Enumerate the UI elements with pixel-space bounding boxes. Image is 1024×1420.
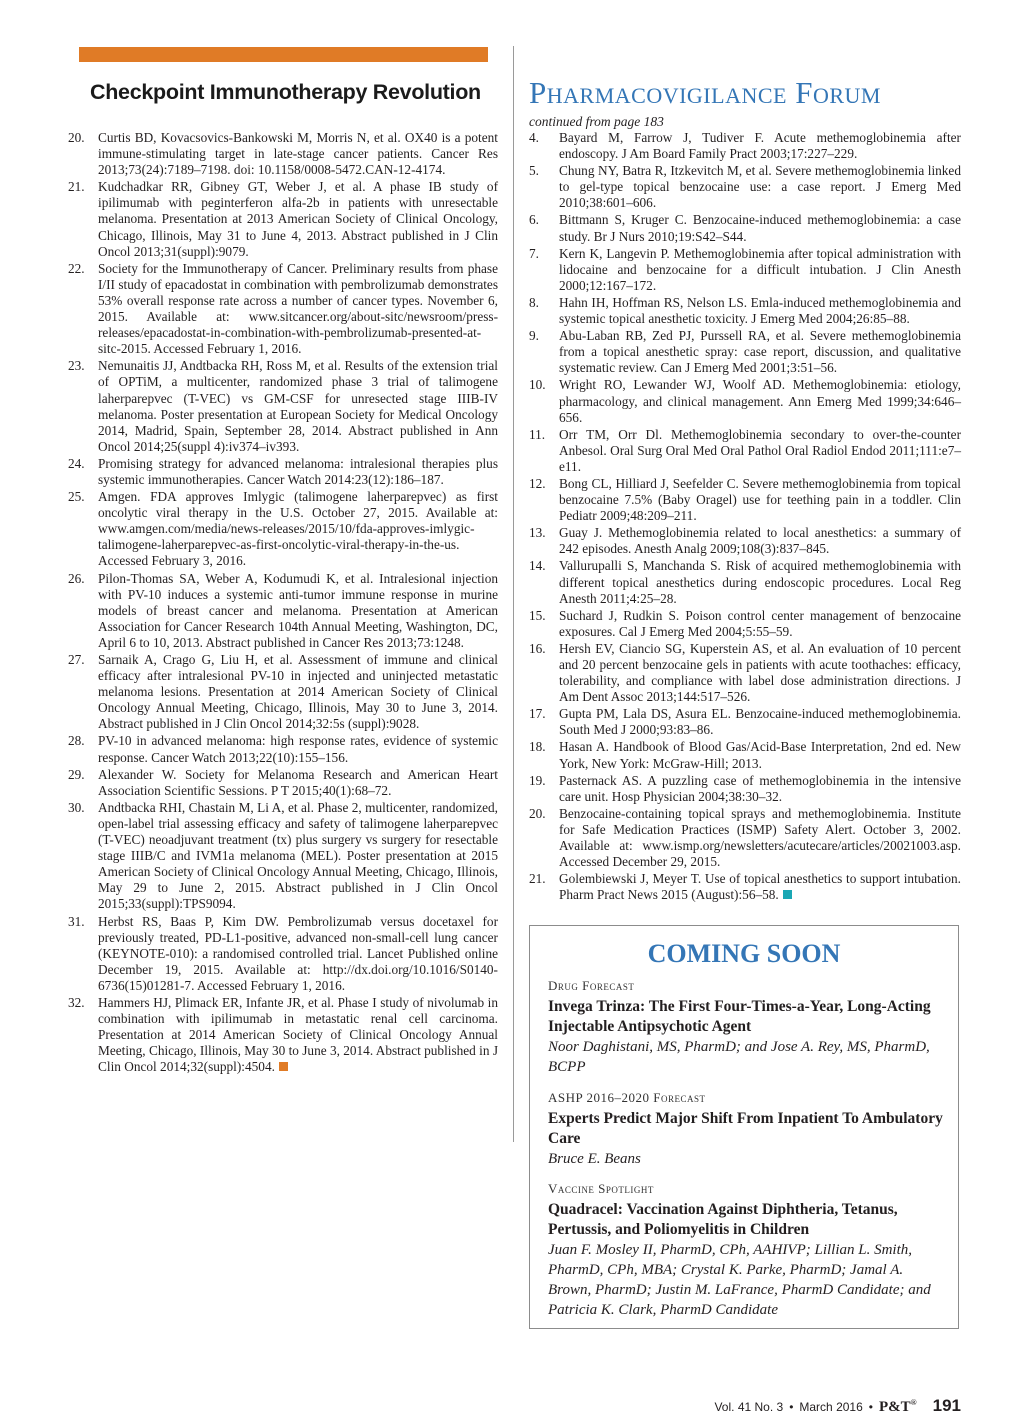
reference-item	[68, 767, 498, 799]
footer-date: March 2016	[799, 1400, 863, 1414]
section-authors: Noor Daghistani, MS, PharmD; and Jose A. Rey, MS, PharmD, BCPP	[548, 1039, 930, 1075]
reference-text: Wright RO, Lewander WJ, Woolf AD. Methemoglobinemia: etiology, pharmacology, and clinical management. Ann Emerg Med 1999;34:646–656.	[559, 377, 961, 425]
reference-text: Curtis BD, Kovacsovics-Bankowski M, Morris N, et al. OX40 is a potent immune-stimulating target in late-stage cancer patients. Cancer Res 2013;73(24):7189–7198. doi: 10.1158/0008-5472.CAN-12-4174.	[98, 130, 498, 178]
reference-number: 6.	[529, 212, 539, 228]
reference-item	[529, 130, 961, 162]
reference-text: Vallurupalli S, Manchanda S. Risk of acquired methemoglobinemia with different topical anesthetics during endoscopic procedures. Local Reg Anesth 2011;4:25–28.	[559, 558, 961, 606]
section-headline: Experts Predict Major Shift From Inpatient To Ambulatory Care	[548, 1110, 943, 1147]
coming-soon-item-vaccine-spotlight	[548, 1181, 948, 1320]
reference-item	[68, 179, 498, 259]
reference-text: Kern K, Langevin P. Methemoglobinemia after topical administration with lidocaine and benzocaine for a difficult intubation. J Clin Anesth 2000;12:167–172.	[559, 245, 961, 293]
reference-number: 31.	[68, 913, 85, 929]
reference-item	[68, 995, 498, 1075]
end-of-article-marker	[783, 890, 792, 899]
reference-item	[529, 295, 961, 327]
section-kind: ASHP 2016–2020 Forecast	[548, 1090, 706, 1105]
section-authors: Bruce E. Beans	[548, 1151, 641, 1167]
reference-item	[529, 246, 961, 294]
reference-item	[68, 456, 498, 488]
reference-text: PV-10 in advanced melanoma: high response rates, evidence of systemic response. Cancer Watch 2013;22(10):155–156.	[98, 733, 498, 765]
reference-number: 18.	[529, 739, 546, 755]
page-number: 191	[932, 1396, 961, 1415]
reference-item	[529, 739, 961, 771]
reference-number: 25.	[68, 489, 85, 505]
reference-number: 4.	[529, 130, 539, 145]
reference-text: Pasternack AS. A puzzling case of methemoglobinemia in the intensive care unit. Hosp Physician 2004;38:30–32.	[559, 772, 961, 804]
reference-text: Alexander W. Society for Melanoma Research and American Heart Association Scientific Sessions. P T 2015;40(1):68–72.	[98, 766, 498, 798]
reference-text: Orr TM, Orr Dl. Methemoglobinemia secondary to over-the-counter Anbesol. Oral Surg Oral Med Oral Pathol Oral Radiol Endod 2011;111:e7–e11.	[559, 426, 961, 474]
reference-item	[529, 377, 961, 425]
reference-text: Kudchadkar RR, Gibney GT, Weber J, et al. A phase IB study of ipilimumab with peginterferon alfa-2b in patients with unresectable melanoma. Presentation at 2013 American Society of Clinical Oncology, Chicago, Illinois, May 31 to June 4, 2013. Abstract published in J Clin Oncol 2013;31(suppl):9079.	[98, 179, 498, 259]
reference-item	[68, 571, 498, 651]
reference-number: 20.	[529, 805, 546, 821]
coming-soon-item-drug-forecast	[548, 978, 948, 1077]
reference-item	[529, 641, 961, 705]
reference-text: Sarnaik A, Crago G, Liu H, et al. Assessment of immune and clinical efficacy after intralesional PV-10 in injected and uninjected metastatic melanoma lesions. Presentation at 2014 American Society of Clinical Oncology Annual Meeting, Chicago, Illinois, May 30 to June 3, 2014. Abstract published in J Clin Oncol 2014;32:5s (suppl):9028.	[98, 652, 498, 732]
reference-number: 11.	[529, 426, 546, 442]
reference-text: Pilon-Thomas SA, Weber A, Kodumudi K, et al. Intralesional injection with PV-10 induces a systemic anti-tumor immune response in murine models of breast cancer and melanoma. Presentation at American Association for Cancer Research 104th Annual Meeting, Washington, DC, April 6 to 10, 2013. Abstract published in Cancer Res 2013;73:1248.	[98, 570, 498, 650]
reference-item	[68, 358, 498, 455]
reference-number: 13.	[529, 525, 546, 541]
reference-item	[529, 328, 961, 376]
reference-text: Suchard J, Rudkin S. Poison control center management of benzocaine exposures. Cal J Emerg Med 2004;5:55–59.	[559, 607, 961, 639]
footer-issue: Vol. 41 No. 3	[714, 1400, 784, 1414]
reference-number: 20.	[68, 130, 85, 145]
column-divider	[513, 46, 514, 1142]
reference-number: 24.	[68, 455, 85, 471]
reference-item	[529, 806, 961, 870]
reference-item	[529, 525, 961, 557]
left-column-title: Checkpoint Immunotherapy Revolution	[90, 80, 481, 104]
coming-soon-title: COMING SOON	[647, 939, 841, 968]
left-reference-list	[68, 130, 498, 1076]
reference-item	[68, 261, 498, 358]
reference-number: 8.	[529, 294, 539, 310]
right-column-title: Pharmacovigilance Forum	[529, 75, 881, 110]
reference-text: Amgen. FDA approves Imlygic (talimogene laherparepvec) as first oncolytic viral therapy in the U.S. October 27, 2015. Available at: www.amgen.com/media/news-releases/2015/10/fda-approves-imlygic-talimogene-laherparepvec-as-first-oncolytic-viral-therapy-in-the-us. Accessed February 3, 2016.	[98, 489, 498, 569]
reference-item	[68, 489, 498, 569]
reference-text: Hahn IH, Hoffman RS, Nelson LS. Emla-induced methemoglobinemia and systemic topical anesthetic toxicity. J Emerg Med 2004;26:85–88.	[559, 294, 961, 327]
section-headline: Invega Trinza: The First Four-Times-a-Year, Long-Acting Injectable Antipsychotic Agent	[548, 998, 931, 1035]
reference-item	[529, 871, 961, 903]
reference-text: Benzocaine-containing topical sprays and methemoglobinemia. Institute for Safe Medication Practices (ISMP) Safety Alert. October 3, 2002. Available at: www.ismp.org/newsletters/acutecare/articles/20021003.asp. Accessed December 29, 2015.	[559, 805, 961, 870]
reference-item	[68, 733, 498, 765]
section-kind: Vaccine Spotlight	[548, 1181, 654, 1196]
reference-item	[68, 914, 498, 994]
reference-number: 17.	[529, 706, 546, 722]
continued-note: continued from page 183	[529, 114, 664, 129]
reference-text: Hammers HJ, Plimack ER, Infante JR, et al. Phase I study of nivolumab in combination with ipilimumab in metastatic renal cell carcinoma. Presentation at 2014 American Society of Clinical Oncology Annual Meeting, Chicago, Illinois, May 30 to June 3, 2014. Abstract published in J Clin Oncol 2014;32(suppl):4504.	[98, 994, 498, 1075]
end-of-article-marker	[279, 1062, 288, 1071]
reference-text: Bittmann S, Kruger C. Benzocaine-induced methemoglobinemia: a case study. Br J Nurs 2010;19:S42–S44.	[559, 212, 961, 244]
reference-number: 12.	[529, 475, 546, 491]
reference-number: 22.	[68, 260, 85, 276]
reference-text: Promising strategy for advanced melanoma: intralesional therapies plus systemic immunotherapies. Cancer Watch 2014:23(12):186–187.	[98, 455, 498, 487]
reference-item	[529, 163, 961, 211]
coming-soon-box	[529, 925, 959, 1329]
section-kind: Drug Forecast	[548, 978, 635, 993]
right-reference-list	[529, 130, 961, 904]
reference-number: 30.	[68, 799, 85, 815]
reference-number: 21.	[529, 871, 546, 887]
reference-text: Nemunaitis JJ, Andtbacka RH, Ross M, et al. Results of the extension trial of OPTiM, a multicenter, randomized phase 3 trial of talimogene laherparepvec (T-VEC) vs GM-CSF for unresected stage IIIB-IV melanoma. Poster presentation at European Society for Medical Oncology 2014, Madrid, Spain, September 28, 2014. Abstract published in Ann Oncol 2014;25(suppl 4):iv374–iv393.	[98, 358, 498, 454]
reference-number: 15.	[529, 607, 546, 623]
reference-text: Abu-Laban RB, Zed PJ, Purssell RA, et al. Severe methemoglobinemia from a topical anesthetic spray: case report, discussion, and qualitative systematic review. Can J Emerg Med 2001;3:51–56.	[559, 328, 961, 376]
reference-number: 21.	[68, 179, 85, 195]
reference-text: Bong CL, Hilliard J, Seefelder C. Severe methemoglobinemia from topical benzocaine 7.5% (Baby Oragel) use for teething pain in a toddler. Clin Pediatr 2009;48:209–211.	[559, 475, 961, 524]
reference-text: Chung NY, Batra R, Itzkevitch M, et al. Severe methemoglobinemia linked to gel-type topical benzocaine use: a case report. J Emerg Med 2010;38:601–606.	[559, 163, 961, 211]
coming-soon-item-ashp-forecast	[548, 1090, 948, 1169]
reference-item	[68, 130, 498, 178]
footer-journal: P&T®	[878, 1398, 917, 1415]
reference-number: 23.	[68, 358, 85, 374]
reference-item	[529, 427, 961, 475]
reference-number: 29.	[68, 766, 85, 782]
reference-item	[68, 800, 498, 913]
reference-number: 32.	[68, 994, 85, 1010]
reference-number: 10.	[529, 377, 546, 393]
reference-text: Hersh EV, Ciancio SG, Kuperstein AS, et al. An evaluation of 10 percent and 20 percent benzocaine gels in patients with acute toothaches: efficacy, tolerability, and compliance with label dose administration directions. J Am Dent Assoc 2013;144:517–526.	[559, 640, 961, 705]
reference-text: Andtbacka RHI, Chastain M, Li A, et al. Phase 2, multicenter, randomized, open-label trial assessing efficacy and safety of talimogene laherparepvec (T-VEC) neoadjuvant treatment (tx) plus surgery vs surgery for resectable stage IIIB/C and IVM1a melanoma (MEL). Poster presentation at 2015 American Society of Clinical Oncology Annual Meeting, Chicago, Illinois, May 29 to June 2, 2015. Abstract published in J Clin Oncol 2015;33(suppl):TPS9094.	[98, 799, 498, 912]
reference-number: 27.	[68, 652, 85, 667]
reference-number: 14.	[529, 558, 546, 574]
section-authors: Juan F. Mosley II, PharmD, CPh, AAHIVP; Lillian L. Smith, PharmD, CPh, MBA; Crystal K. Parke, PharmD; Jamal A. Brown, PharmD; Justin M. LaFrance, PharmD Candidate; and Patricia K. Clark, PharmD Candidate	[548, 1242, 931, 1318]
reference-item	[529, 558, 961, 606]
reference-item	[529, 773, 961, 805]
reference-text: Guay J. Methemoglobinemia related to local anesthetics: a summary of 242 episodes. Anesth Analg 2009;108(3):837–845.	[559, 525, 961, 557]
section-headline: Quadracel: Vaccination Against Diphtheria, Tetanus, Pertussis, and Poliomyelitis in Children	[548, 1201, 898, 1238]
reference-item	[529, 706, 961, 738]
reference-text: Society for the Immunotherapy of Cancer. Preliminary results from phase I/II study of epacadostat in combination with pembrolizumab demonstrates 53% overall response rate across a number of cancer types. November 6, 2015. Available at: www.sitcancer.org/about-sitc/newsroom/press-releases/epacadostat-in-combination-with-pembrolizumab-presented-at-sitc-2015. Accessed February 1, 2016.	[98, 260, 498, 357]
reference-text: Golembiewski J, Meyer T. Use of topical anesthetics to support intubation. Pharm Pract News 2015 (August):56–58.	[559, 871, 961, 903]
reference-number: 5.	[529, 163, 539, 179]
reference-number: 7.	[529, 245, 539, 261]
reference-number: 16.	[529, 640, 546, 656]
reference-text: Hasan A. Handbook of Blood Gas/Acid-Base Interpretation, 2nd ed. New York, New York: McGraw-Hill; 2013.	[559, 739, 961, 771]
reference-number: 28.	[68, 733, 85, 749]
header-orange-bar	[79, 47, 488, 62]
reference-text: Bayard M, Farrow J, Tudiver F. Acute methemoglobinemia after endoscopy. J Am Board Family Pract 2003;17:227–229.	[559, 130, 961, 162]
reference-number: 26.	[68, 570, 85, 586]
reference-number: 19.	[529, 772, 546, 788]
reference-item	[68, 652, 498, 732]
reference-text: Herbst RS, Baas P, Kim DW. Pembrolizumab versus docetaxel for previously treated, PD-L1-positive, advanced non-small-cell lung cancer (KEYNOTE-010): a randomised controlled trial. Lancet Published online December 19, 2015. Available at: http://dx.doi.org/10.1016/S0140-6736(15)01281-7. Accessed February 1, 2016.	[98, 913, 498, 993]
reference-text: Gupta PM, Lala DS, Asura EL. Benzocaine-induced methemoglobinemia. South Med J 2000;93:83–86.	[559, 706, 961, 738]
reference-number: 9.	[529, 328, 539, 344]
reference-item	[529, 476, 961, 524]
footer-separator: •	[789, 1400, 794, 1414]
footer-separator: •	[868, 1400, 873, 1414]
reference-item	[529, 212, 961, 244]
page-footer	[714, 1396, 961, 1416]
reference-item	[529, 608, 961, 640]
